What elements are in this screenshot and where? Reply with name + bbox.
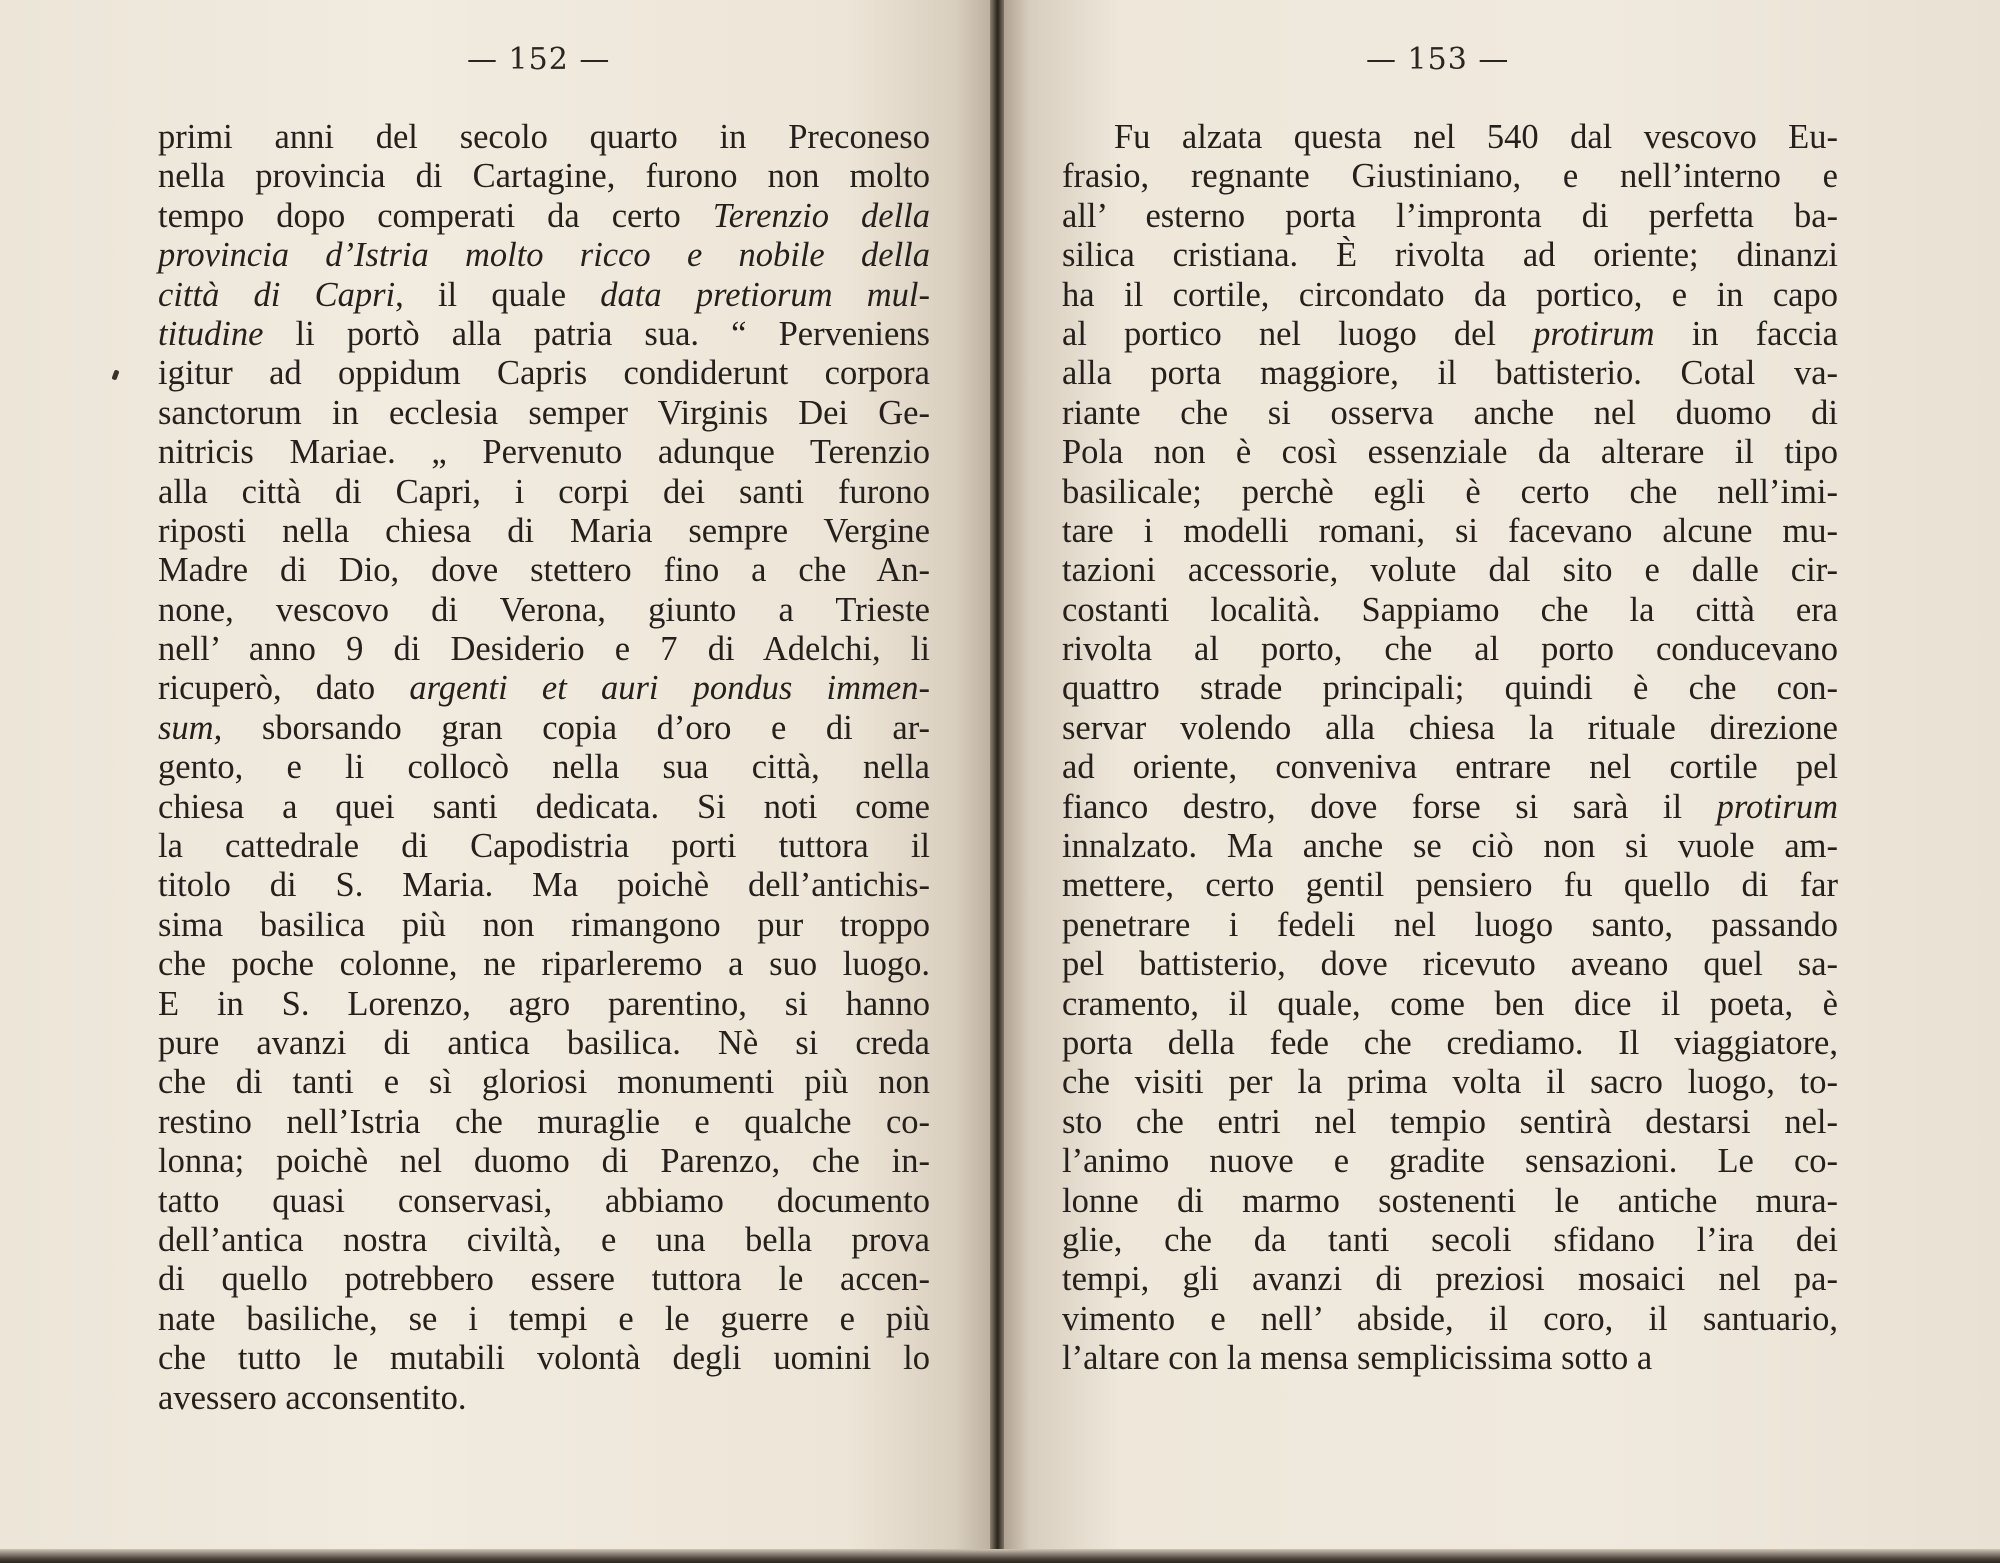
text-segment: tare i modelli romani, si facevano alcune mu- [1062,511,1838,550]
text-segment: nate basiliche, se i tempi e le guerre e più [158,1299,930,1338]
text-line [158,354,930,393]
text-line [1062,512,1838,551]
text-segment: avessero acconsentito. [158,1378,467,1417]
text-line [158,945,930,984]
text-segment: Fu alzata questa nel 540 dal vescovo Eu- [1114,118,1838,156]
text-line [1062,276,1838,315]
text-line [1062,906,1838,945]
book-gutter [990,0,1004,1563]
text-segment: alla porta maggiore, il battisterio. Cotal va- [1062,354,1838,393]
body-text [158,118,930,1418]
text-segment: l’altare con la mensa semplicissima sotto a [1062,1339,1653,1378]
text-line [1062,197,1838,236]
italic-text: protirum [1716,787,1838,826]
text-line [1062,709,1838,748]
text-segment: igitur ad oppidum Capris condiderunt corpora [158,354,930,393]
page-bottom-edge [0,1549,2000,1563]
text-line [158,669,930,708]
text-line [1062,985,1838,1024]
text-line [1062,236,1838,275]
text-segment: li portò alla patria sua. “ Perveniens [263,314,930,353]
text-line [1062,157,1838,196]
text-segment: costanti località. Sappiamo che la città era [1062,590,1838,629]
text-line [158,1024,930,1063]
text-line [158,551,930,590]
italic-text: sum, [158,708,223,747]
text-segment: penetrare i fedeli nel luogo santo, passando [1062,905,1838,944]
text-segment: silica cristiana. È rivolta ad oriente; dinanzi [1062,236,1838,275]
italic-text: provincia d’Istria molto ricco e nobile della [158,236,930,275]
text-line [1062,1024,1838,1063]
text-segment: tempo dopo comperati da certo [158,196,713,235]
text-line [1062,748,1838,787]
text-line [1062,945,1838,984]
text-line [1062,1182,1838,1221]
text-line [1062,866,1838,905]
text-segment: riposti nella chiesa di Maria sempre Vergine [158,511,930,550]
margin-ink-mark [111,369,119,380]
text-line [1062,1142,1838,1181]
text-segment: tazioni accessorie, volute dal sito e dalle cir- [1062,551,1838,590]
text-line [158,630,930,669]
text-line [158,157,930,196]
text-line [1062,630,1838,669]
text-line [158,1063,930,1102]
text-line [158,394,930,433]
text-line [158,118,930,157]
text-segment: basilicale; perchè egli è certo che nell’imi- [1062,472,1838,511]
text-segment: tatto quasi conservasi, abbiamo documento [158,1181,930,1220]
text-line [158,748,930,787]
text-segment: restino nell’Istria che muraglie e qualche co- [158,1102,930,1141]
text-segment: ad oriente, conveniva entrare nel cortile pel [1062,748,1838,787]
text-line [158,827,930,866]
text-segment: all’ esterno porta l’impronta di perfetta ba- [1062,196,1838,235]
text-line [158,591,930,630]
body-text [1062,118,1838,1379]
text-segment: innalzato. Ma anche se ciò non si vuole am- [1062,827,1838,866]
text-line [158,276,930,315]
text-line [158,788,930,827]
text-line [158,1339,930,1378]
text-line [158,1260,930,1299]
italic-text: titudine [158,314,264,353]
text-segment: quattro strade principali; quindi è che con- [1062,669,1838,708]
text-line [1062,1221,1838,1260]
text-line [158,985,930,1024]
text-segment: titolo di S. Maria. Ma poichè dell’antichis- [158,866,930,905]
text-line [1062,1339,1838,1378]
text-segment: glie, che da tanti secoli sfidano l’ira dei [1062,1220,1838,1259]
text-segment: nitricis Mariae. „ Pervenuto adunque Terenzio [158,433,930,472]
text-line [1062,315,1838,354]
text-segment: in faccia [1654,314,1838,353]
text-line [158,433,930,472]
text-line [158,866,930,905]
page-number: — 152 — [467,42,611,77]
text-segment: pure avanzi di antica basilica. Nè si creda [158,1023,930,1062]
text-segment: alla città di Capri, i corpi dei santi furono [158,472,930,511]
text-segment: E in S. Lorenzo, agro parentino, si hanno [158,984,930,1023]
text-line [1062,1260,1838,1299]
text-segment: gento, e li collocò nella sua città, nella [158,748,930,787]
italic-text: argenti et auri pondus immen- [409,669,930,708]
text-line [1062,354,1838,393]
text-line [1062,827,1838,866]
text-line [158,315,930,354]
text-segment: vimento e nell’ abside, il coro, il santuario, [1062,1299,1838,1338]
text-line [158,1182,930,1221]
italic-text: protirum [1533,314,1655,353]
left-page [0,0,995,1563]
text-line [158,709,930,748]
text-line [1062,433,1838,472]
text-segment: dell’antica nostra civiltà, e una bella prova [158,1220,930,1259]
text-segment: nella provincia di Cartagine, furono non molto [158,157,930,196]
text-line [1062,394,1838,433]
text-segment: none, vescovo di Verona, giunto a Trieste [158,590,930,629]
text-segment: nell’ anno 9 di Desiderio e 7 di Adelchi, li [158,630,930,669]
text-segment: al portico nel luogo del [1062,314,1534,353]
text-segment: tempi, gli avanzi di preziosi mosaici nel pa- [1062,1260,1838,1299]
italic-text: data pretiorum mul- [600,275,930,314]
text-segment: riante che si osserva anche nel duomo di [1062,393,1838,432]
text-line [158,197,930,236]
text-line [1062,591,1838,630]
text-line [158,906,930,945]
text-segment: la cattedrale di Capodistria porti tuttora il [158,827,930,866]
text-segment: , il quale [395,275,601,314]
text-segment: ricuperò, dato [158,669,410,708]
text-line [158,1379,930,1418]
text-segment: che tutto le mutabili volontà degli uomini lo [158,1339,930,1378]
text-line [158,236,930,275]
text-segment: lonna; poichè nel duomo di Parenzo, che in- [158,1142,930,1181]
text-line [1062,1300,1838,1339]
text-line [1062,473,1838,512]
text-segment: sto che entri nel tempio sentirà destarsi nel- [1062,1102,1838,1141]
italic-text: città di Capri [158,275,396,314]
text-segment: di quello potrebbero essere tuttora le accen- [158,1260,930,1299]
text-segment: rivolta al porto, che al porto conducevano [1062,630,1838,669]
text-segment: sborsando gran copia d’oro e di ar- [222,708,930,747]
text-segment: pel battisterio, dove ricevuto aveano quel sa- [1062,945,1838,984]
text-line [1062,1063,1838,1102]
text-line [158,473,930,512]
text-line [1062,118,1838,157]
text-line [158,1142,930,1181]
text-line [158,1103,930,1142]
right-page [1000,0,2000,1563]
text-line [158,1221,930,1260]
text-segment: porta della fede che crediamo. Il viaggiatore, [1062,1023,1838,1062]
text-line [1062,551,1838,590]
text-line [1062,669,1838,708]
text-line [1062,1103,1838,1142]
page-number: — 153 — [1366,42,1510,77]
italic-text: Terenzio della [712,196,930,235]
text-line [1062,788,1838,827]
text-segment: mettere, certo gentil pensiero fu quello di far [1062,866,1838,905]
text-segment: servar volendo alla chiesa la rituale direzione [1062,708,1838,747]
text-segment: chiesa a quei santi dedicata. Si noti come [158,787,930,826]
text-segment: sanctorum in ecclesia semper Virginis Dei Ge- [158,393,930,432]
text-line [158,1300,930,1339]
text-segment: che visiti per la prima volta il sacro luogo, to- [1062,1063,1838,1102]
text-segment: sima basilica più non rimangono pur troppo [158,905,930,944]
text-segment: cramento, il quale, come ben dice il poeta, è [1062,984,1838,1023]
text-segment: fianco destro, dove forse si sarà il [1062,787,1717,826]
text-segment: frasio, regnante Giustiniano, e nell’interno e [1062,157,1838,196]
text-segment: che poche colonne, ne riparleremo a suo luogo. [158,945,930,984]
text-segment: ha il cortile, circondato da portico, e in capo [1062,275,1838,314]
text-segment: Madre di Dio, dove stettero fino a che An- [158,551,930,590]
text-segment: che di tanti e sì gloriosi monumenti più non [158,1063,930,1102]
text-line [158,512,930,551]
text-segment: lonne di marmo sostenenti le antiche mura- [1062,1181,1838,1220]
text-segment: Pola non è così essenziale da alterare il tipo [1062,433,1838,472]
text-segment: l’animo nuove e gradite sensazioni. Le co- [1062,1142,1838,1181]
text-segment: primi anni del secolo quarto in Preconeso [158,118,930,156]
